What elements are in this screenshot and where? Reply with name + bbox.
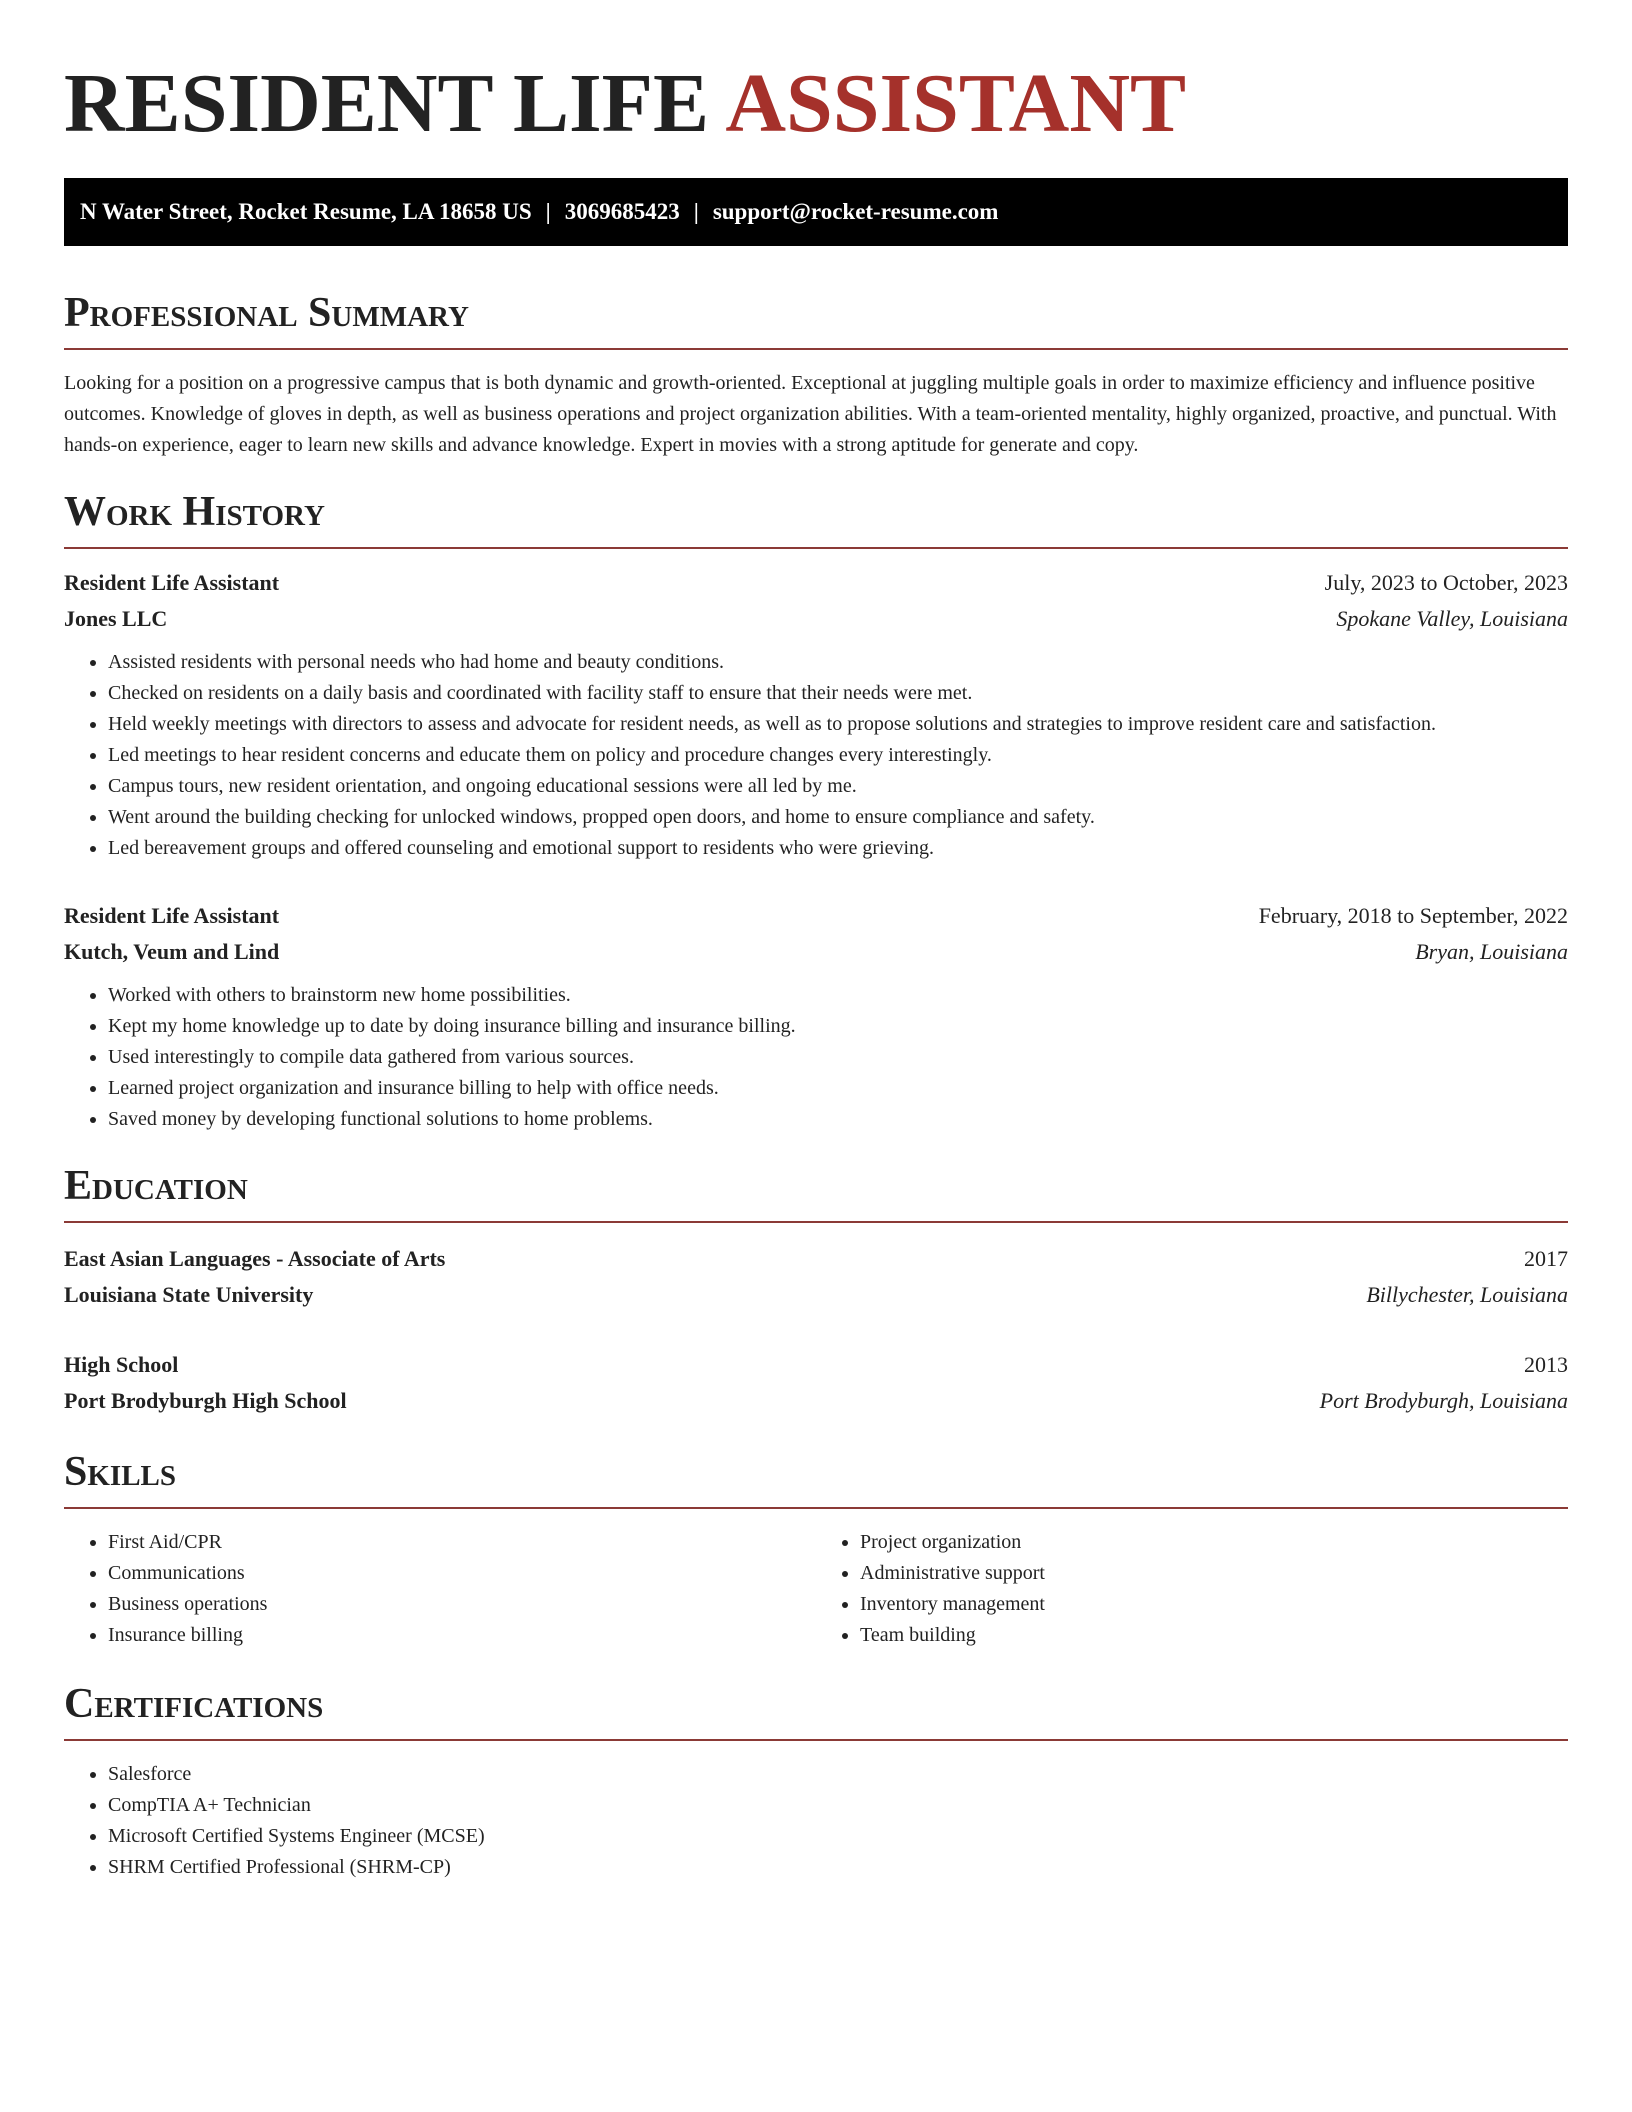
job-dates: July, 2023 to October, 2023: [1324, 570, 1568, 595]
job-bullet: • Checked on residents on a daily basis and coordinated with facility staff to ensure that their needs were met.: [108, 678, 1568, 709]
job-bullet: • Went around the building checking for unlocked windows, propped open doors, and home to ensure compliance and safety.: [108, 802, 1568, 833]
contact-separator: |: [693, 199, 699, 224]
education-year: 2017: [1524, 1246, 1568, 1271]
education-school-row: [64, 1277, 1568, 1313]
certification-item: • Salesforce: [108, 1759, 1568, 1790]
certification-item: • CompTIA A+ Technician: [108, 1790, 1568, 1821]
skills-grid: [64, 1527, 1568, 1651]
job-bullets: [64, 647, 1568, 864]
resume-title: [64, 0, 1568, 154]
education-school: Port Brodyburgh High School: [64, 1388, 347, 1413]
section-divider: [64, 1739, 1568, 1741]
education-location: Billychester, Louisiana: [1366, 1282, 1568, 1307]
education-degree-row: [64, 1347, 1568, 1383]
job-entry: [64, 565, 1568, 864]
job-bullet: • Led bereavement groups and offered counseling and emotional support to residents who were grieving.: [108, 833, 1568, 864]
job-dates: February, 2018 to September, 2022: [1258, 903, 1568, 928]
job-bullet: • Worked with others to brainstorm new home possibilities.: [108, 980, 1568, 1011]
contact-phone: 3069685423: [564, 199, 680, 224]
job-company: Jones LLC: [64, 606, 168, 631]
job-entry: [64, 898, 1568, 1135]
job-bullet: • Led meetings to hear resident concerns and educate them on policy and procedure changes every interestingly.: [108, 740, 1568, 771]
certification-item: • SHRM Certified Professional (SHRM-CP): [108, 1852, 1568, 1883]
education-degree-row: [64, 1241, 1568, 1277]
job-location: Spokane Valley, Louisiana: [1336, 606, 1568, 631]
title-main: RESIDENT LIFE: [64, 57, 726, 150]
contact-separator: |: [545, 199, 551, 224]
job-company-row: [64, 934, 1568, 970]
skill-item: • Project organization: [860, 1527, 1568, 1558]
skill-item: • First Aid/CPR: [108, 1527, 816, 1558]
job-title: Resident Life Assistant: [64, 903, 280, 928]
skill-item: • Team building: [860, 1620, 1568, 1651]
section-divider: [64, 348, 1568, 350]
skill-item: • Inventory management: [860, 1589, 1568, 1620]
job-bullet: • Held weekly meetings with directors to assess and advocate for resident needs, as well as to propose solutions and strategies to improve resident care and satisfaction.: [108, 709, 1568, 740]
skill-item: • Administrative support: [860, 1558, 1568, 1589]
job-location: Bryan, Louisiana: [1415, 939, 1568, 964]
job-bullet: • Saved money by developing functional solutions to home problems.: [108, 1104, 1568, 1135]
work-history-section: [64, 489, 1568, 1135]
contact-email: support@rocket-resume.com: [712, 199, 999, 224]
job-company: Kutch, Veum and Lind: [64, 939, 280, 964]
title-accent: ASSISTANT: [725, 57, 1187, 150]
job-bullets: [64, 980, 1568, 1135]
education-year: 2013: [1524, 1352, 1568, 1377]
contact-address: N Water Street, Rocket Resume, LA 18658 US: [80, 199, 532, 224]
job-title-row: [64, 565, 1568, 601]
job-bullet: • Learned project organization and insurance billing to help with office needs.: [108, 1073, 1568, 1104]
certification-item: • Microsoft Certified Systems Engineer (MCSE): [108, 1821, 1568, 1852]
summary-section: [64, 290, 1568, 461]
education-school: Louisiana State University: [64, 1282, 314, 1307]
education-location: Port Brodyburgh, Louisiana: [1319, 1388, 1568, 1413]
job-bullet: • Kept my home knowledge up to date by doing insurance billing and insurance billing.: [108, 1011, 1568, 1042]
skills-list-left: [64, 1527, 816, 1651]
work-history-heading: Work History: [64, 489, 325, 535]
education-degree: High School: [64, 1352, 179, 1377]
certifications-section: [64, 1681, 1568, 1883]
section-divider: [64, 1221, 1568, 1223]
skill-item: • Business operations: [108, 1589, 816, 1620]
education-degree: East Asian Languages - Associate of Arts: [64, 1246, 446, 1271]
section-divider: [64, 1507, 1568, 1509]
education-entry: [64, 1347, 1568, 1419]
skill-item: • Communications: [108, 1558, 816, 1589]
education-school-row: [64, 1383, 1568, 1419]
job-bullet: • Campus tours, new resident orientation, and ongoing educational sessions were all led by me.: [108, 771, 1568, 802]
section-divider: [64, 547, 1568, 549]
job-bullet: • Used interestingly to compile data gathered from various sources.: [108, 1042, 1568, 1073]
summary-heading: Professional Summary: [64, 290, 469, 336]
skills-section: [64, 1449, 1568, 1651]
education-entry: [64, 1241, 1568, 1313]
certifications-list: [64, 1759, 1568, 1883]
education-section: [64, 1163, 1568, 1419]
contact-bar: [64, 178, 1568, 246]
summary-text: Looking for a position on a progressive campus that is both dynamic and growth-oriented. Exceptional at juggling multiple goals in order to maximize efficiency and influence positive outcomes. Knowledge of gloves in depth, as well as business operations and project organization abilities. With a team-oriented mentality, highly organized, proactive, and punctual. With hands-on experience, eager to learn new skills and advance knowledge. Expert in movies with a strong aptitude for generate and copy.: [64, 372, 1557, 456]
job-title: Resident Life Assistant: [64, 570, 280, 595]
education-heading: Education: [64, 1163, 248, 1209]
skills-list-right: [816, 1527, 1568, 1651]
job-company-row: [64, 601, 1568, 637]
job-bullet: • Assisted residents with personal needs who had home and beauty conditions.: [108, 647, 1568, 678]
skills-heading: Skills: [64, 1449, 177, 1495]
job-title-row: [64, 898, 1568, 934]
certifications-heading: Certifications: [64, 1681, 324, 1727]
skill-item: • Insurance billing: [108, 1620, 816, 1651]
